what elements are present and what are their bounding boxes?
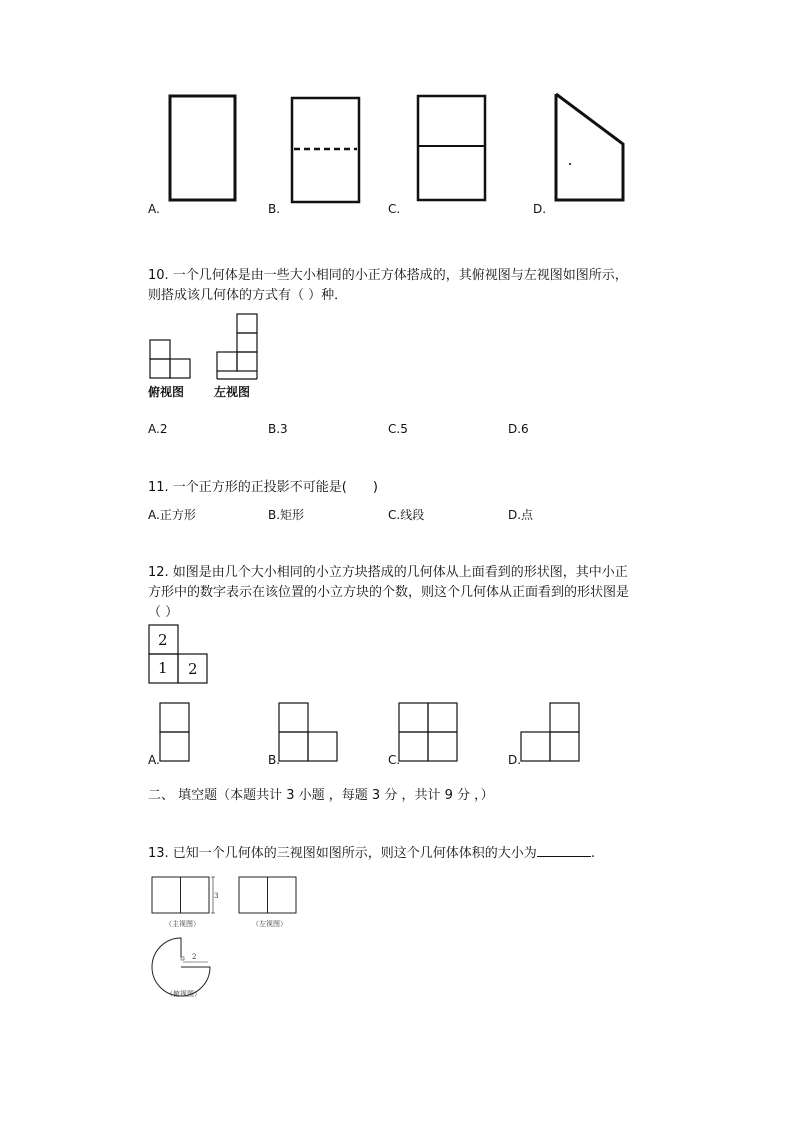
q12-stem-line3: （ ） xyxy=(148,605,179,620)
q10-left-view-caption: 左视图 xyxy=(214,385,251,399)
q13-top-view-caption: （俯视图） xyxy=(166,990,201,998)
q12-option-d[interactable]: D. xyxy=(508,753,522,767)
q13-stem-text: 13. 已知一个几何体的三视图如图所示，则这个几何体体积的大小为 xyxy=(148,846,537,861)
q11-option-a[interactable]: A.正方形 xyxy=(148,508,196,522)
section-heading-fill-in: 二、 填空题（本题共计 3 小题 ，每题 3 分 ，共计 9 分 ，） xyxy=(148,788,494,803)
q12-option-b-figure xyxy=(278,702,340,764)
q13-left-view-figure xyxy=(237,875,301,933)
q10-option-d[interactable]: D.6 xyxy=(508,422,529,436)
q10-option-b[interactable]: B.3 xyxy=(268,422,288,436)
q12-stem-line1: 12. 如图是由几个大小相同的小立方块搭成的几何体从上面看到的形状图，其中小正 xyxy=(148,565,628,580)
q9-option-a[interactable]: A. xyxy=(148,202,160,216)
q12-option-a-figure xyxy=(159,702,192,764)
q12-grid-number: 2 xyxy=(188,660,198,678)
q10-option-c[interactable]: C.5 xyxy=(388,422,408,436)
q13-front-view-caption: （主视图） xyxy=(165,920,200,928)
q10-left-view-figure xyxy=(216,313,260,381)
q10-top-view-figure xyxy=(149,339,193,381)
q10-stem-line2: 则搭成该几何体的方式有（ ）种． xyxy=(148,288,348,303)
q13-stem-end: . xyxy=(590,846,595,861)
q12-option-c[interactable]: C. xyxy=(388,753,401,767)
q12-option-d-figure xyxy=(520,702,582,764)
q12-grid-number: 1 xyxy=(158,659,168,677)
q10-top-view-caption: 俯视图 xyxy=(148,385,185,399)
q9-option-b-figure xyxy=(290,96,362,206)
q9-option-b[interactable]: B. xyxy=(268,202,281,216)
q12-option-b[interactable]: B. xyxy=(268,753,281,767)
q12-option-c-figure xyxy=(398,702,460,764)
q10-option-a[interactable]: A.2 xyxy=(148,422,168,436)
q10-stem-line1: 10. 一个几何体是由一些大小相同的小正方体搭成的，其俯视图与左视图如图所示， xyxy=(148,268,628,283)
q9-option-c[interactable]: C. xyxy=(388,202,401,216)
q12-option-a[interactable]: A. xyxy=(148,753,160,767)
q9-option-c-figure xyxy=(416,94,488,204)
q12-stem-line2: 方形中的数字表示在该位置的小立方块的个数，则这个几何体从正面看到的形状图是 xyxy=(148,585,630,600)
q13-answer-blank[interactable] xyxy=(537,844,591,857)
q13-radius-dimension: 2 xyxy=(192,953,197,961)
q13-front-view-figure xyxy=(150,875,220,933)
q12-grid-number: 2 xyxy=(158,631,168,649)
q9-option-d-figure xyxy=(554,92,628,204)
q11-option-b[interactable]: B.矩形 xyxy=(268,508,305,522)
q13-height-dimension: 3 xyxy=(214,892,219,900)
q13-left-view-caption: （左视图） xyxy=(252,920,287,928)
q11-option-d[interactable]: D.点 xyxy=(508,508,534,522)
q9-option-d[interactable]: D. xyxy=(533,202,547,216)
q13-stem xyxy=(148,844,595,864)
q11-option-c[interactable]: C.线段 xyxy=(388,508,425,522)
q9-option-a-figure xyxy=(168,94,238,204)
q11-stem: 11. 一个正方形的正投影不可能是( ) xyxy=(148,480,378,495)
q13-top-view-figure xyxy=(148,934,216,1000)
q12-top-view-grid xyxy=(148,624,210,686)
